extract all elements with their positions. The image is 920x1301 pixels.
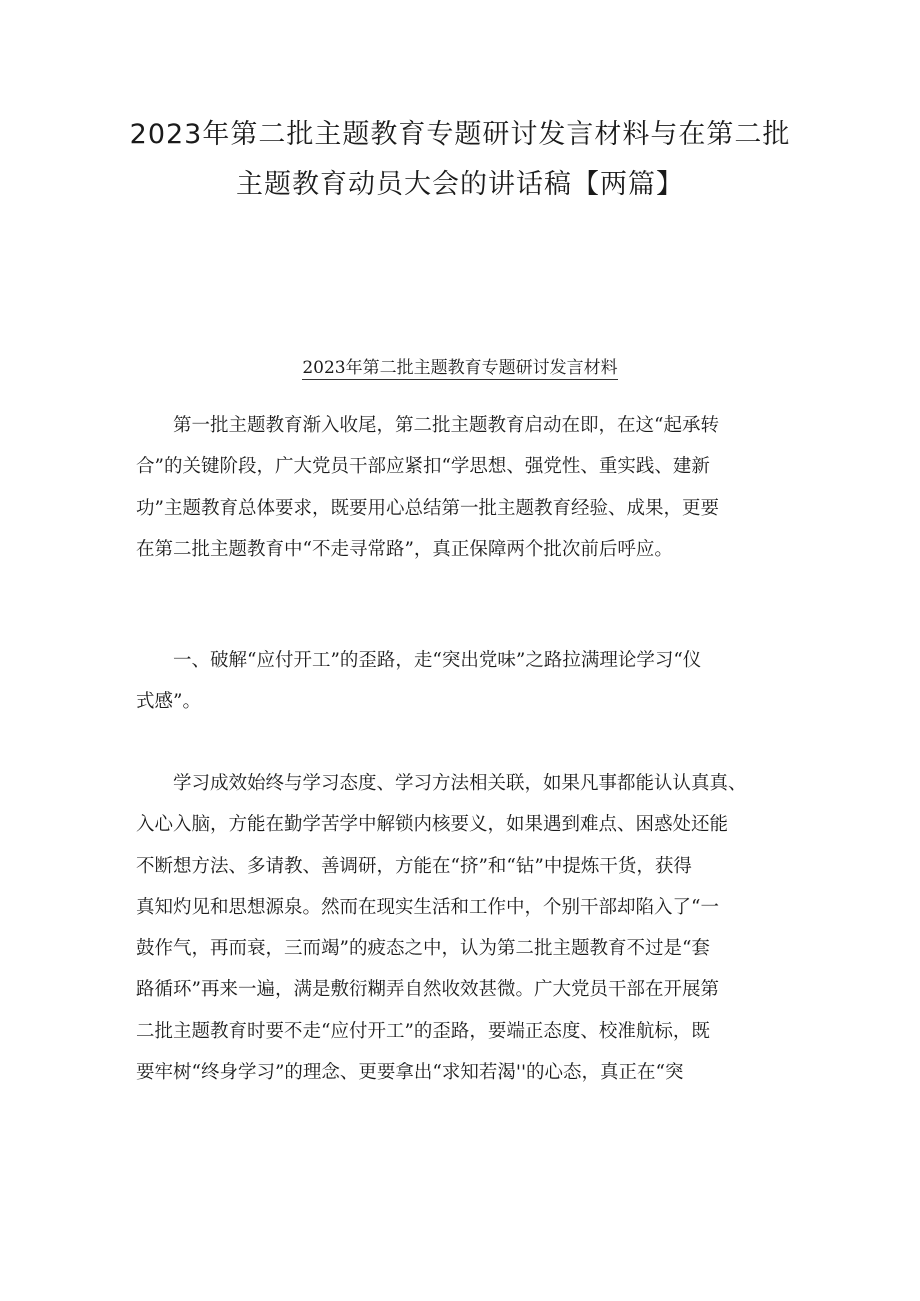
section-subtitle (0, 356, 920, 380)
paragraph-line: 不断想方法、多请教、善调研，方能在“挤”和“钻”中提炼干货，获得 (136, 855, 692, 877)
paragraph-body (136, 763, 796, 1093)
paragraph-line: 第一批主题教育渐入收尾，第二批主题教育启动在即，在这“起承转 (136, 415, 719, 436)
paragraph-line: 鼓作气，再而衰，三而竭”的疲态之中，认为第二批主题教育不过是“套 (136, 938, 710, 960)
paragraph-line: 路循环”再来一遍，满是敷衍糊弄自然收效甚微。广大党员干部在开展第 (136, 979, 719, 1001)
heading-line: 式感”。 (136, 691, 201, 713)
paragraph-intro (136, 405, 796, 570)
paragraph-line: 合”的关键阶段，广大党员干部应紧扣“学思想、强党性、重实践、建新 (136, 456, 710, 478)
paragraph-line: 在第二批主题教育中“不走寻常路”，真正保障两个批次前后呼应。 (136, 538, 673, 560)
paragraph-line: 二批主题教育时要不走“应付开工”的歪路，要端正态度、校准航标，既 (136, 1020, 710, 1042)
heading-line: 一、破解“应付开工”的歪路，走“突出党味”之路拉满理论学习“仪 (136, 650, 702, 671)
paragraph-line: 功”主题教育总体要求，既要用心总结第一批主题教育经验、成果，更要 (136, 497, 719, 519)
title-line: 2023年第二批主题教育专题研讨发言材料与在第二批 (129, 119, 791, 150)
section-heading-1 (136, 640, 796, 723)
paragraph-line: 真知灼见和思想源泉。然而在现实生活和工作中，个别干部却陷入了“一 (136, 896, 719, 918)
subtitle-text: 2023年第二批主题教育专题研讨发言材料 (302, 358, 618, 378)
paragraph-line: 入心入脑，方能在勤学苦学中解锁内核要义，如果遇到难点、困惑处还能 (136, 814, 729, 836)
paragraph-line: 学习成效始终与学习态度、学习方法相关联，如果凡事都能认认真真、 (136, 773, 747, 794)
document-title (0, 110, 920, 210)
paragraph-line: 要牢树“终身学习”的理念、更要拿出“求知若渴''的心态，真正在“突 (136, 1062, 684, 1084)
title-line: 主题教育动员大会的讲话稿【两篇】 (236, 169, 684, 200)
